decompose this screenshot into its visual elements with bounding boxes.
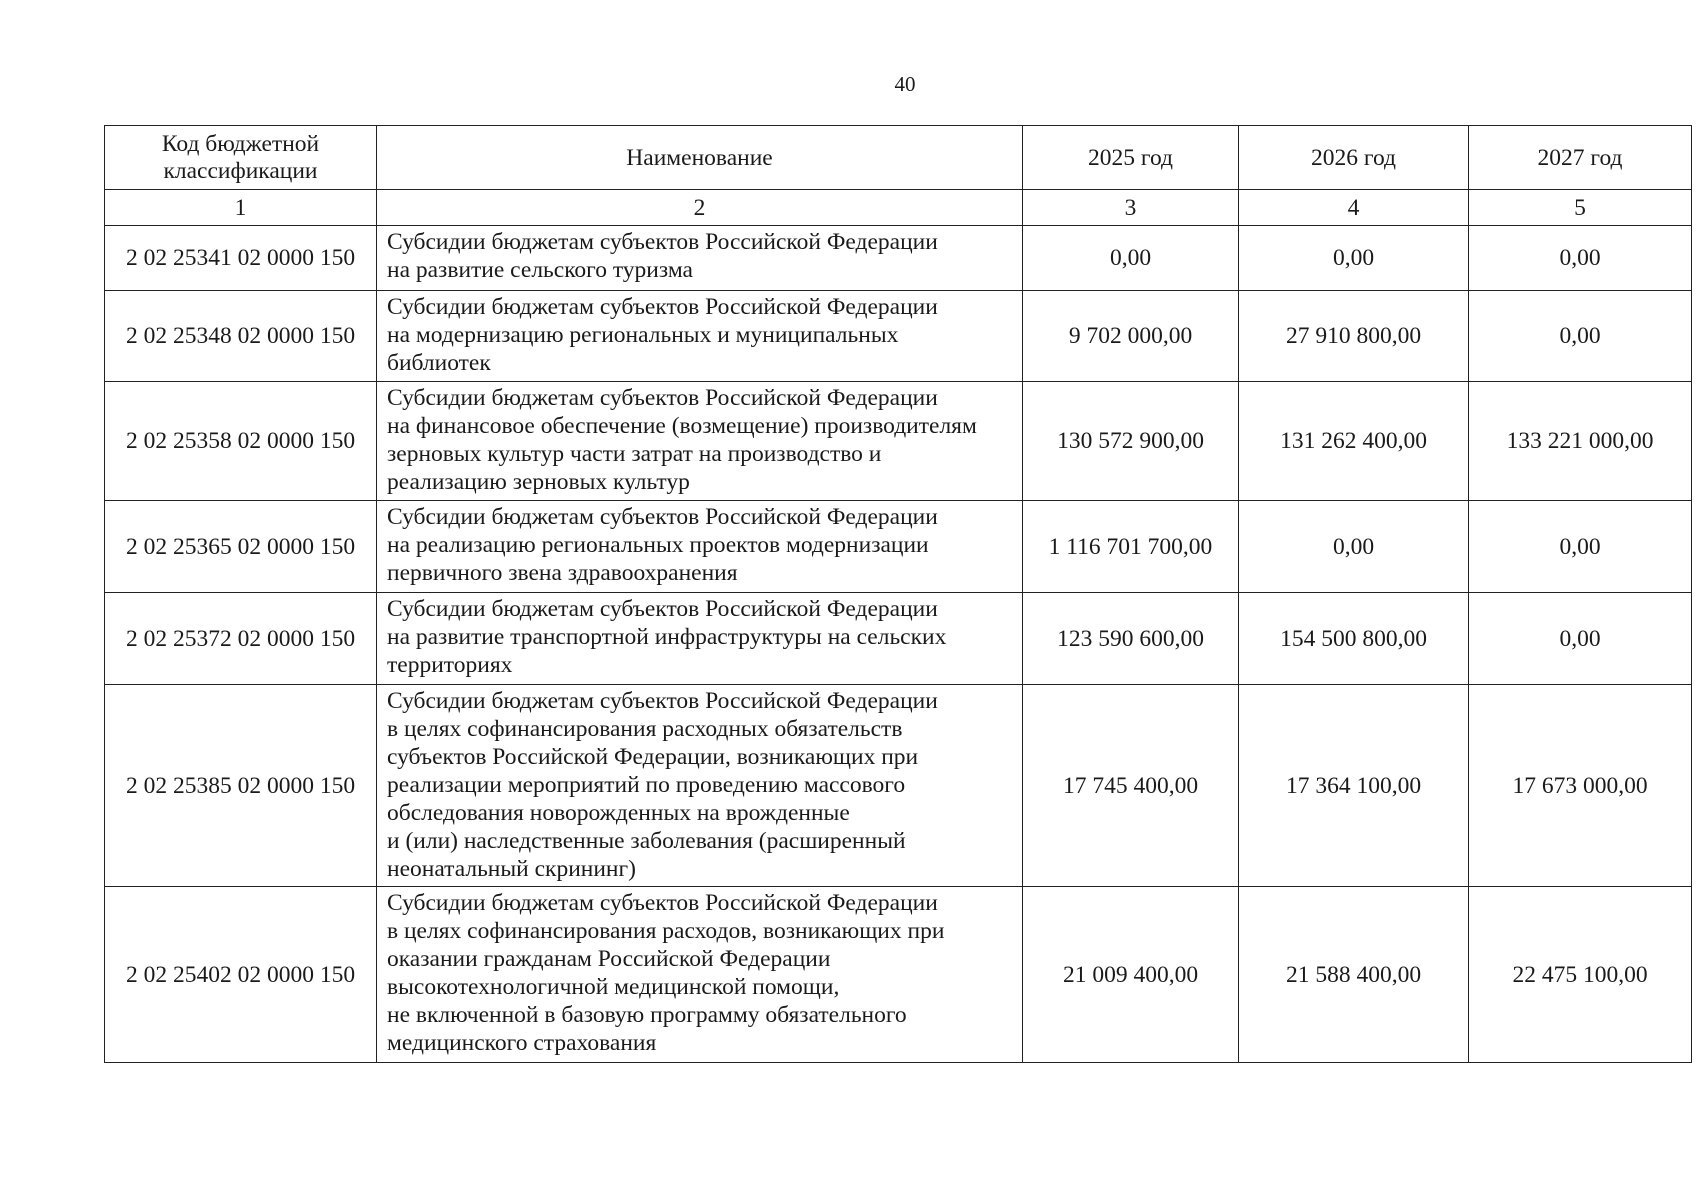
subsidy-name-line: обследования новорожденных на врожденные — [387, 800, 850, 826]
subsidy-name-line: оказании гражданам Российской Федерации — [387, 946, 831, 972]
budget-code-cell: 2 02 25372 02 0000 150 — [105, 593, 377, 685]
amount-2026-cell: 0,00 — [1239, 226, 1469, 291]
amount-2026-cell: 21 588 400,00 — [1239, 887, 1469, 1063]
subsidy-name-cell — [377, 501, 1023, 593]
table-row — [105, 501, 1692, 593]
subsidy-name-line: и (или) наследственные заболевания (расширенный — [387, 828, 906, 854]
amount-2025-cell: 9 702 000,00 — [1023, 291, 1239, 382]
subsidy-name-cell — [377, 887, 1023, 1063]
column-number: 4 — [1239, 190, 1469, 226]
subsidy-name-line: медицинского страхования — [387, 1030, 657, 1056]
amount-2026-cell: 27 910 800,00 — [1239, 291, 1469, 382]
amount-2025-cell: 0,00 — [1023, 226, 1239, 291]
column-number: 2 — [377, 190, 1023, 226]
subsidy-name-line: зерновых культур части затрат на производство и — [387, 441, 882, 467]
subsidy-name-line: неонатальный скрининг) — [387, 856, 636, 882]
subsidy-name-line: субъектов Российской Федерации, возникающих при — [387, 744, 919, 770]
column-number: 3 — [1023, 190, 1239, 226]
budget-code-cell: 2 02 25365 02 0000 150 — [105, 501, 377, 593]
subsidy-name-line: на реализацию региональных проектов модернизации — [387, 532, 929, 558]
subsidy-name-line: реализации мероприятий по проведению массового — [387, 772, 906, 798]
header-2027: 2027 год — [1469, 126, 1692, 190]
subsidy-name-cell — [377, 685, 1023, 887]
header-row — [105, 126, 1692, 190]
subsidy-name-line: на развитие транспортной инфраструктуры на сельских — [387, 624, 947, 650]
subsidy-name-cell — [377, 291, 1023, 382]
subsidy-name-line: территориях — [387, 652, 513, 678]
table-row — [105, 593, 1692, 685]
amount-2025-cell: 123 590 600,00 — [1023, 593, 1239, 685]
subsidy-name-line: Субсидии бюджетам субъектов Российской Федерации — [387, 385, 938, 411]
subsidy-name-line: в целях софинансирования расходов, возникающих при — [387, 918, 945, 944]
subsidy-name-line: Субсидии бюджетам субъектов Российской Федерации — [387, 504, 938, 530]
amount-2027-cell: 17 673 000,00 — [1469, 685, 1692, 887]
header-2026: 2026 год — [1239, 126, 1469, 190]
budget-code-cell: 2 02 25385 02 0000 150 — [105, 685, 377, 887]
header-name: Наименование — [377, 126, 1023, 190]
budget-code-cell: 2 02 25358 02 0000 150 — [105, 382, 377, 501]
amount-2025-cell: 17 745 400,00 — [1023, 685, 1239, 887]
column-number: 1 — [105, 190, 377, 226]
subsidy-name-line: Субсидии бюджетам субъектов Российской Федерации — [387, 596, 938, 622]
subsidy-name-line: в целях софинансирования расходных обязательств — [387, 716, 903, 742]
subsidy-name-line: библиотек — [387, 350, 491, 376]
amount-2027-cell: 0,00 — [1469, 226, 1692, 291]
header-2025: 2025 год — [1023, 126, 1239, 190]
subsidy-name-line: Субсидии бюджетам субъектов Российской Федерации — [387, 688, 938, 714]
budget-table — [104, 125, 1692, 1063]
table-row — [105, 382, 1692, 501]
table-row — [105, 291, 1692, 382]
subsidy-name-line: не включенной в базовую программу обязательного — [387, 1002, 907, 1028]
table-row — [105, 887, 1692, 1063]
amount-2027-cell: 22 475 100,00 — [1469, 887, 1692, 1063]
amount-2026-cell: 0,00 — [1239, 501, 1469, 593]
subsidy-name-line: высокотехнологичной медицинской помощи, — [387, 974, 840, 1000]
column-number-row — [105, 190, 1692, 226]
budget-code-cell: 2 02 25341 02 0000 150 — [105, 226, 377, 291]
column-number: 5 — [1469, 190, 1692, 226]
amount-2025-cell: 130 572 900,00 — [1023, 382, 1239, 501]
subsidy-name-cell — [377, 382, 1023, 501]
table-row — [105, 226, 1692, 291]
amount-2025-cell: 21 009 400,00 — [1023, 887, 1239, 1063]
subsidy-name-line: Субсидии бюджетам субъектов Российской Федерации — [387, 229, 938, 255]
budget-code-cell: 2 02 25402 02 0000 150 — [105, 887, 377, 1063]
subsidy-name-cell — [377, 593, 1023, 685]
amount-2027-cell: 0,00 — [1469, 291, 1692, 382]
amount-2027-cell: 133 221 000,00 — [1469, 382, 1692, 501]
page-number: 40 — [894, 72, 916, 96]
subsidy-name-line: Субсидии бюджетам субъектов Российской Федерации — [387, 294, 938, 320]
amount-2026-cell: 154 500 800,00 — [1239, 593, 1469, 685]
budget-code-cell: 2 02 25348 02 0000 150 — [105, 291, 377, 382]
amount-2027-cell: 0,00 — [1469, 593, 1692, 685]
table-row — [105, 685, 1692, 887]
amount-2026-cell: 131 262 400,00 — [1239, 382, 1469, 501]
subsidy-name-line: на финансовое обеспечение (возмещение) производителям — [387, 413, 977, 439]
subsidy-name-line: на модернизацию региональных и муниципальных — [387, 322, 899, 348]
header-code: Код бюджетной классификации — [105, 126, 377, 190]
amount-2025-cell: 1 116 701 700,00 — [1023, 501, 1239, 593]
subsidy-name-line: Субсидии бюджетам субъектов Российской Федерации — [387, 890, 938, 916]
subsidy-name-line: на развитие сельского туризма — [387, 257, 693, 283]
subsidy-name-line: реализацию зерновых культур — [387, 469, 690, 495]
amount-2026-cell: 17 364 100,00 — [1239, 685, 1469, 887]
amount-2027-cell: 0,00 — [1469, 501, 1692, 593]
subsidy-name-cell — [377, 226, 1023, 291]
subsidy-name-line: первичного звена здравоохранения — [387, 560, 738, 586]
